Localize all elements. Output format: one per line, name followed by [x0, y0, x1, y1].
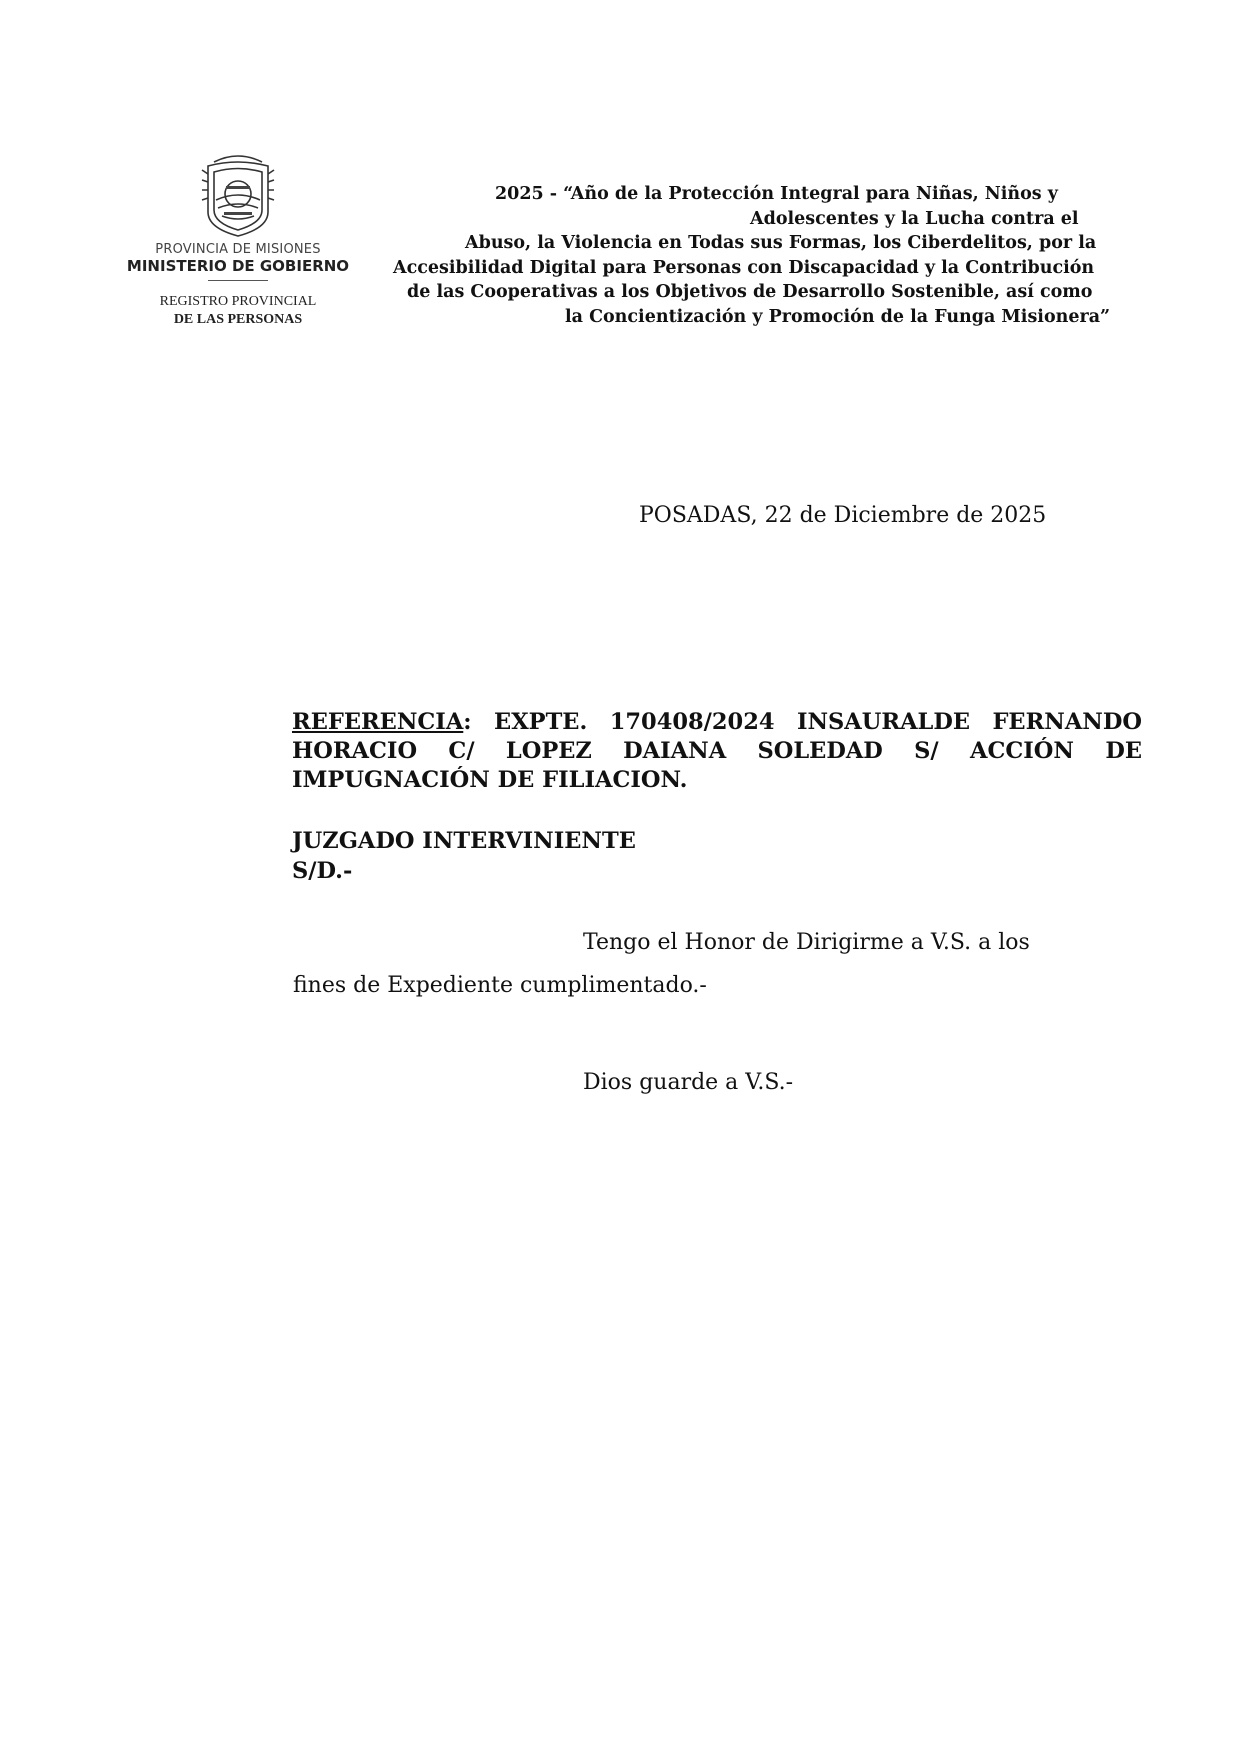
reference-label: REFERENCIA [292, 709, 464, 735]
recipient-line-1: JUZGADO INTERVINIENTE [292, 828, 636, 854]
reference-block [292, 708, 1142, 795]
recipient-line-2: S/D.- [292, 858, 353, 884]
registry-line-2-prefix: DE LAS [173, 312, 228, 327]
motto-line-2: Adolescentes y la Lucha contra el [750, 208, 1079, 229]
closing-line: Dios guarde a V.S.- [583, 1070, 794, 1095]
letterhead-logo [118, 150, 358, 329]
org-registry [118, 293, 358, 329]
recipient-block [292, 826, 636, 886]
date-line: POSADAS, 22 de Diciembre de 2025 [639, 503, 1047, 528]
body-line-1: Tengo el Honor de Dirigirme a V.S. a los [583, 930, 1030, 955]
year-motto [385, 182, 1165, 329]
logo-divider [208, 280, 268, 281]
registry-line-1: REGISTRO PROVINCIAL [159, 294, 317, 309]
motto-line-5: de las Cooperativas a los Objetivos de Desarrollo Sostenible, así como [407, 282, 1093, 302]
motto-line-6: la Concientización y Promoción de la Funga Misionera” [565, 306, 1111, 327]
org-ministry: MINISTERIO DE GOBIERNO [126, 257, 350, 275]
motto-line-1: 2025 - “Año de la Protección Integral para Niñas, Niños y [495, 184, 1058, 204]
registry-line-2 [118, 311, 358, 329]
body-line-2: fines de Expediente cumplimentado.- [293, 973, 707, 998]
reference-line-1-text: EXPTE. 170408/2024 INSAURALDE FERNANDO [471, 709, 1142, 735]
reference-line-2: HORACIO C/ LOPEZ DAIANA SOLEDAD S/ ACCIÓN DE [292, 738, 1142, 764]
registry-line-2-bold: PERSONAS [227, 312, 303, 327]
reference-line-1 [292, 708, 1142, 737]
org-province: PROVINCIA DE MISIONES [155, 242, 321, 257]
motto-line-4: Accesibilidad Digital para Personas con Discapacidad y la Contribución [393, 257, 1095, 278]
reference-colon: : [463, 709, 472, 735]
provincia-de-misiones-seal-icon [194, 150, 282, 240]
motto-line-3: Abuso, la Violencia en Todas sus Formas, los Ciberdelitos, por la [465, 233, 1097, 253]
reference-line-3: IMPUGNACIÓN DE FILIACION. [292, 767, 688, 793]
